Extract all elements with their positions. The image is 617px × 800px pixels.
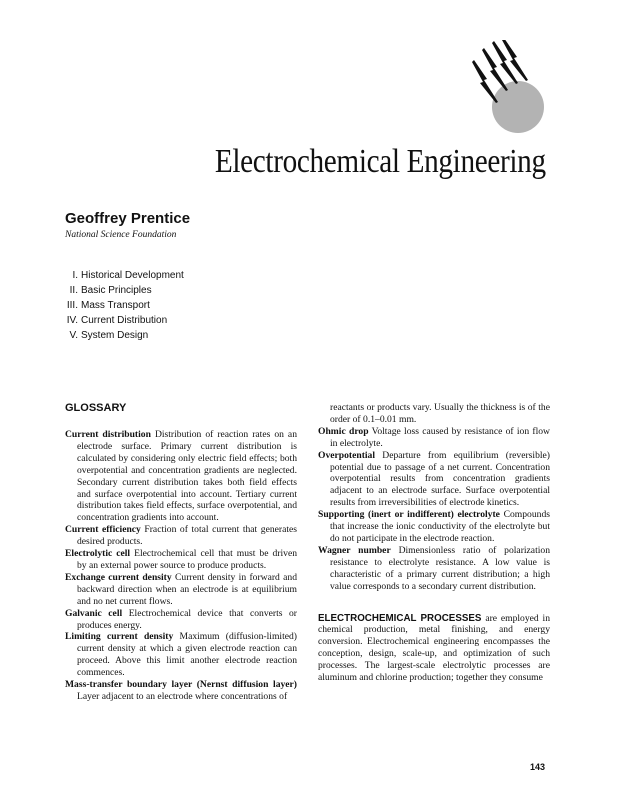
outline-item: I. Historical Development xyxy=(72,270,184,281)
glossary-column-left xyxy=(65,429,297,703)
glossary-entry: Ohmic drop Voltage loss caused by resistance of ion flow in electrolyte. xyxy=(318,425,550,449)
glossary-entry: Limiting current density Maximum (diffusion-limited) current density at which a given electrode reaction can proceed. Above this limit another electrode reaction commences. xyxy=(65,631,298,679)
glossary-entry: Overpotential Departure from equilibrium (reversible) potential due to passage of a net current. Concentration overpotential results from concentration gradients adjacent to an electrode surface. Surface overpotential results from irreversibilities of electrode kinetics. xyxy=(318,449,550,509)
glossary-entry-continued: reactants or products vary. Usually the thickness is of the order of 0.1–0.01 mm. xyxy=(330,402,550,425)
outline-item: II. Basic Principles xyxy=(69,285,152,296)
glossary-heading: GLOSSARY xyxy=(65,402,127,414)
glossary-entry: Supporting (inert or indifferent) electrolyte Compounds that increase the ionic conductivity of the electrolyte but do not participate in the electrode reaction. xyxy=(318,509,550,544)
glossary-entry: Electrolytic cell Electrochemical cell that must be driven by an external power source to produce products. xyxy=(65,548,298,571)
glossary-entry: Exchange current density Current density in forward and backward direction when an electrode is at equilibrium and no net current flows. xyxy=(65,571,297,607)
glossary-entry: Wagner number Dimensionless ratio of polarization resistance to electrolyte resistance. A low value is characteristic of a primary current distribution; a high value corresponds to a secondary current distribution. xyxy=(318,544,550,592)
author-affiliation: National Science Foundation xyxy=(65,230,177,240)
section-lead-in: ELECTROCHEMICAL PROCESSES xyxy=(318,612,482,624)
logo-disc xyxy=(492,81,544,133)
page-number: 143 xyxy=(530,762,546,772)
glossary-entry: Mass-transfer boundary layer (Nernst diffusion layer) Layer adjacent to an electrode where concentrations of xyxy=(65,679,297,702)
outline-item: IV. Current Distribution xyxy=(66,315,168,326)
outline-item: III. Mass Transport xyxy=(66,300,150,311)
glossary-entry: Current efficiency Fraction of total current that generates desired products. xyxy=(65,524,297,548)
lightning-logo-icon xyxy=(458,40,548,135)
author-name: Geoffrey Prentice xyxy=(65,210,191,227)
glossary-entry: Current distribution Distribution of reaction rates on an electrode surface. Primary current distribution is calculated by considering only electric field effects; both overpotential and concentration gradients are neglected. Secondary current distribution takes both field effects and surface overpotential into account. Tertiary current distribution takes field effects, surface overpotential, and concentration gradients into account. xyxy=(65,429,297,524)
outline-item: V. System Design xyxy=(69,330,149,341)
body-paragraph: ELECTROCHEMICAL PROCESSES are employed in chemical production, metal finishing, and energy conversion. Electrochemical engineering encompasses the conception, design, scale-up, and optimization of such processes. The largest-scale electrolytic processes are aluminum and chlorine production; together they consume xyxy=(318,612,550,684)
article-outline xyxy=(58,268,184,343)
glossary-column-right xyxy=(318,402,550,684)
article-title: Electrochemical Engineering xyxy=(215,143,546,180)
glossary-entry: Galvanic cell Electrochemical device that converts or produces energy. xyxy=(65,607,298,631)
